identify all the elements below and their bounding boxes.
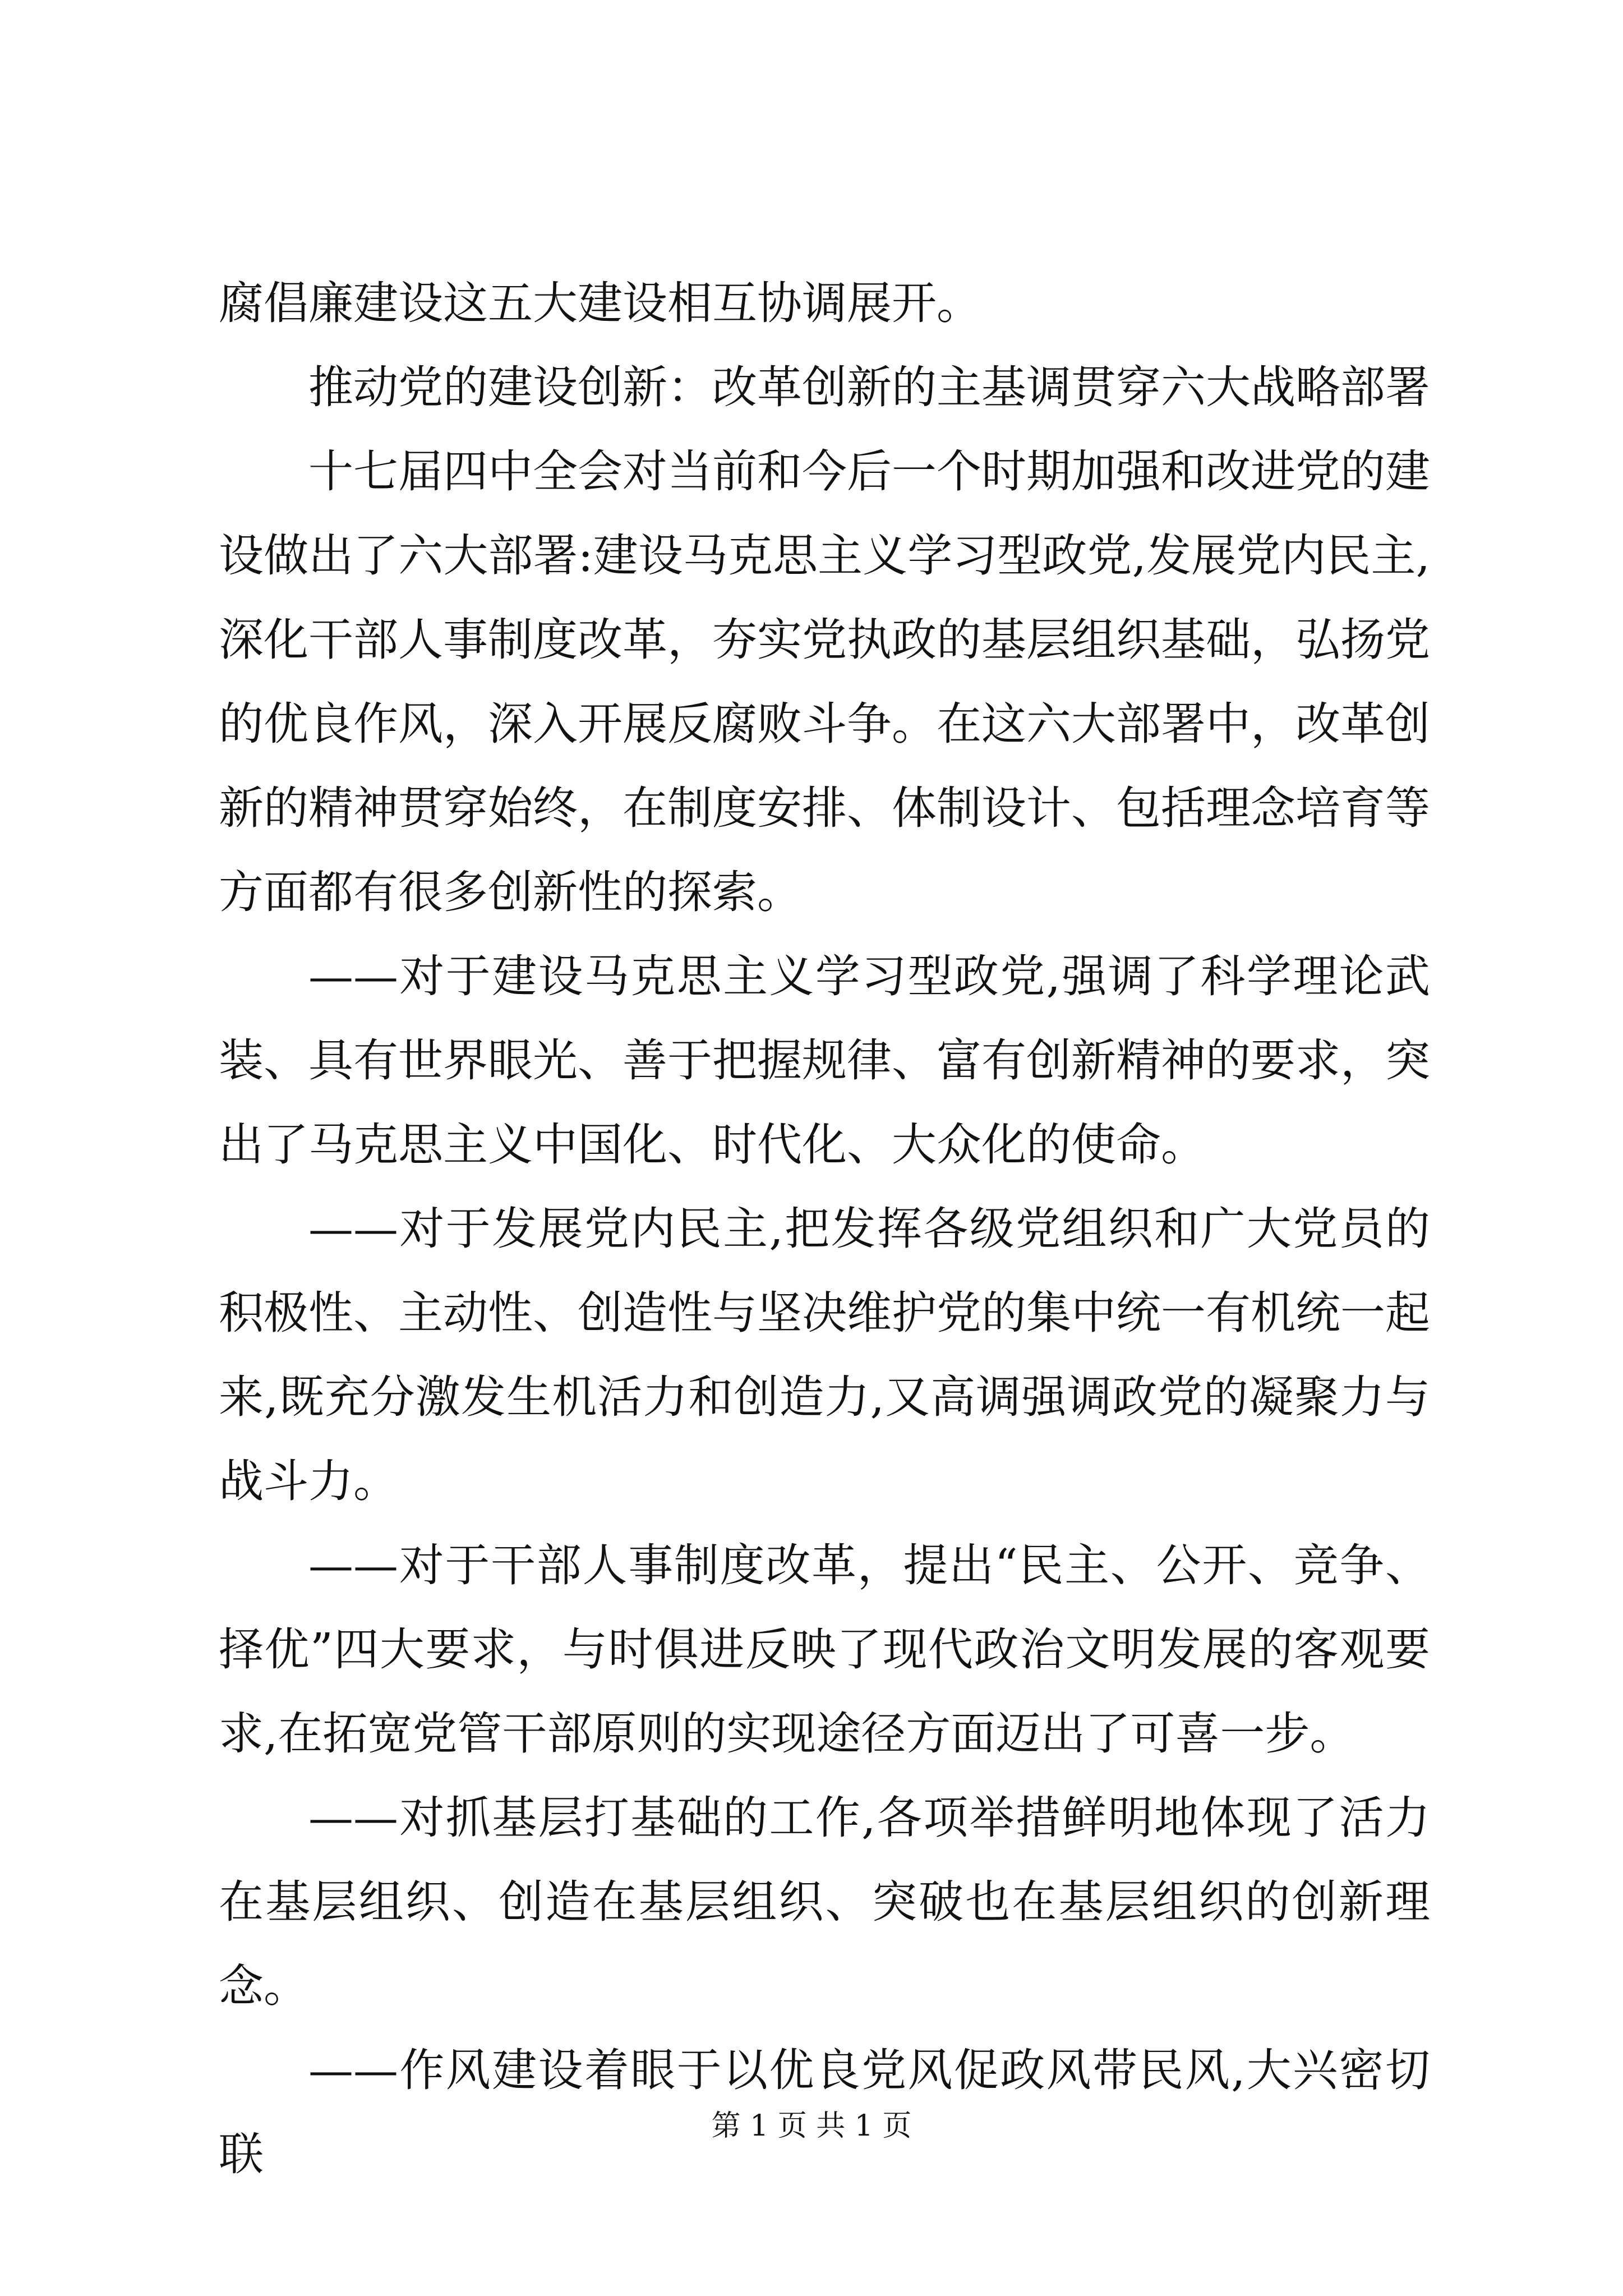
paragraph: ——对于建设马克思主义学习型政党,强调了科学理论武装、具有世界眼光、善于把握规律、富有创新精神的要求，突出了马克思主义中国化、时代化、大众化的使命。	[219, 950, 1430, 1171]
paragraph: ——作风建设着眼于以优良党风促政风带民风,大兴密切联	[219, 2044, 1430, 2180]
section-heading: 推动党的建设创新：改革创新的主基调贯穿六大战略部署	[308, 361, 1430, 413]
paragraph: ——对于发展党内民主,把发挥各级党组织和广大党员的积极性、主动性、创造性与坚决维护党的集中统一有机统一起来,既充分激发生机活力和创造力,又高调强调政党的凝聚力与战斗力。	[219, 1203, 1430, 1507]
document-body	[219, 261, 1430, 2197]
page-footer: 第 1 页 共 1 页	[711, 2109, 912, 2143]
paragraph: ——对于干部人事制度改革，提出“民主、公开、竞争、择优”四大要求，与时俱进反映了现代政治文明发展的客观要求,在拓宽党管干部原则的实现途径方面迈出了可喜一步。	[219, 1539, 1430, 1760]
paragraph-continuation: 腐倡廉建设这五大建设相互协调展开。	[219, 277, 981, 329]
paragraph: 十七届四中全会对当前和今后一个时期加强和改进党的建设做出了六大部署:建设马克思主义学习型政党,发展党内民主,深化干部人事制度改革，夯实党执政的基层组织基础，弘扬党的优良作风，深入开展反腐败斗争。在这六大部署中，改革创新的精神贯穿始终，在制度安排、体制设计、包括理念培育等方面都有很多创新性的探索。	[219, 445, 1430, 918]
paragraph: ——对抓基层打基础的工作,各项举措鲜明地体现了活力在基层组织、创造在基层组织、突破也在基层组织的创新理念。	[219, 1792, 1430, 2012]
